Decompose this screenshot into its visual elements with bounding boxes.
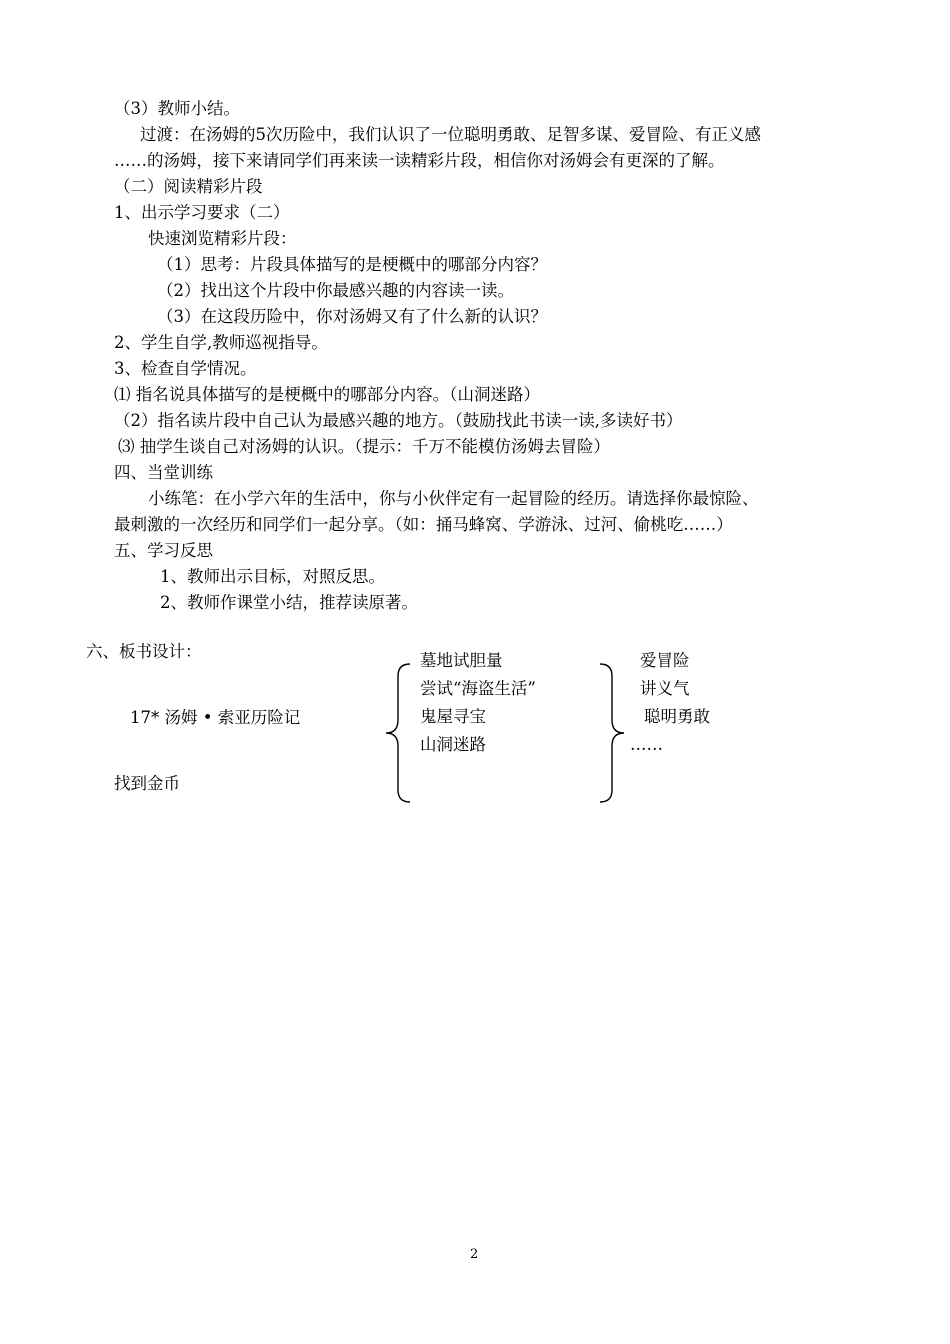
text-line: 小练笔：在小学六年的生活中，你与小伙伴定有一起冒险的经历。请选择你最惊险、 bbox=[148, 489, 759, 508]
board-trait: 聪明勇敢 bbox=[644, 707, 710, 726]
text-line: 最刺激的一次经历和同学们一起分享。（如：捅马蜂窝、学游泳、过河、偷桃吃……） bbox=[114, 515, 733, 534]
board-event: 鬼屋寻宝 bbox=[420, 707, 486, 726]
text-line: ⑶ 抽学生谈自己对汤姆的认识。（提示：千万不能模仿汤姆去冒险） bbox=[118, 437, 610, 456]
text-line: 快速浏览精彩片段： bbox=[148, 229, 297, 248]
board-event: 墓地试胆量 bbox=[420, 651, 503, 670]
text-line: （2）指名读片段中自己认为最感兴趣的地方。（鼓励找此书读一读,多读好书） bbox=[114, 411, 683, 430]
text-line: 1、出示学习要求（二） bbox=[114, 203, 290, 222]
text-line: ……的汤姆，接下来请同学们再来读一读精彩片段，相信你对汤姆会有更深的了解。 bbox=[114, 151, 725, 170]
section-heading: （二）阅读精彩片段 bbox=[114, 177, 263, 196]
text-line: （3）在这段历险中，你对汤姆又有了什么新的认识？ bbox=[157, 307, 547, 326]
text-line: 2、学生自学,教师巡视指导。 bbox=[114, 333, 328, 352]
board-trait: 讲义气 bbox=[640, 679, 690, 698]
text-line: ⑴ 指名说具体描写的是梗概中的哪部分内容。（山洞迷路） bbox=[114, 385, 540, 404]
right-brace bbox=[596, 662, 628, 804]
text-line: 过渡：在汤姆的5次历险中，我们认识了一位聪明勇敢、足智多谋、爱冒险、有正义感 bbox=[140, 125, 761, 144]
section-heading: 四、当堂训练 bbox=[114, 463, 213, 482]
left-brace bbox=[382, 662, 414, 804]
text-line: 2、教师作课堂小结，推荐读原著。 bbox=[160, 593, 418, 612]
board-event: 尝试“海盗生活” bbox=[420, 679, 536, 698]
text-line: 1、教师出示目标，对照反思。 bbox=[160, 567, 385, 586]
board-trait: 爱冒险 bbox=[640, 651, 690, 670]
board-extra: 找到金币 bbox=[114, 774, 180, 793]
board-title: 17* 汤姆 • 索亚历险记 bbox=[130, 708, 301, 727]
text-line: （3）教师小结。 bbox=[114, 99, 240, 118]
board-event: 山洞迷路 bbox=[420, 735, 486, 754]
text-line: （2）找出这个片段中你最感兴趣的内容读一读。 bbox=[157, 281, 514, 300]
text-line: （1）思考：片段具体描写的是梗概中的哪部分内容？ bbox=[157, 255, 547, 274]
section-heading: 六、板书设计： bbox=[86, 642, 202, 661]
section-heading: 五、学习反思 bbox=[114, 541, 213, 560]
text-line: 3、检查自学情况。 bbox=[114, 359, 257, 378]
page-number: 2 bbox=[470, 1247, 479, 1262]
board-trait: …… bbox=[630, 735, 663, 754]
